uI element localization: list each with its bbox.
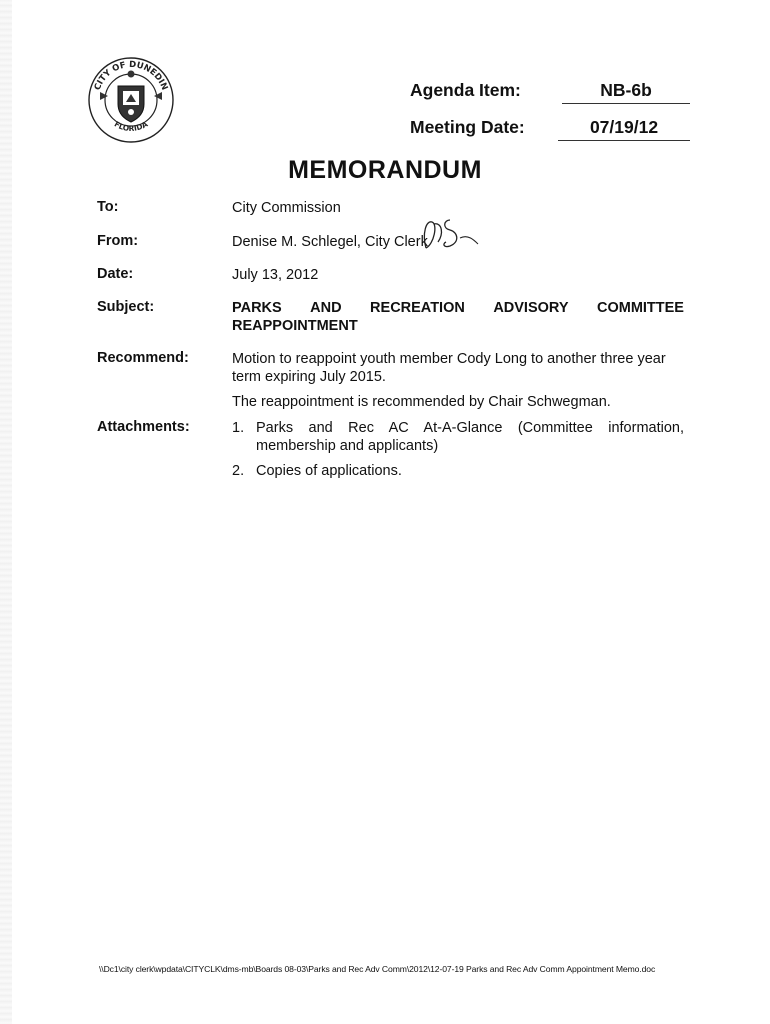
attachment-item bbox=[232, 462, 684, 480]
attachment-text: Parks and Rec AC At-A-Glance (Committee information, membership and applicants) bbox=[256, 420, 684, 454]
attachments-label: Attachments: bbox=[97, 419, 190, 435]
document-file-path: \\Dc1\city clerk\wpdata\CITYCLK\dms-mb\Boards 08-03\Parks and Rec Adv Comm\2012\12-07-19 Parks and Rec Adv Comm Appointment Memo.doc bbox=[99, 964, 656, 974]
subject-value bbox=[232, 299, 684, 335]
from-label: From: bbox=[97, 233, 139, 249]
meeting-date-value: 07/19/12 bbox=[558, 117, 690, 141]
agenda-item-label: Agenda Item: bbox=[410, 80, 521, 100]
subject-word: PARKS bbox=[232, 300, 282, 316]
attachment-number: 2. bbox=[232, 463, 245, 479]
subject-word: RECREATION bbox=[370, 300, 465, 316]
from-value: Denise M. Schlegel, City Clerk bbox=[232, 234, 428, 250]
recommend-label: Recommend: bbox=[97, 350, 189, 366]
recommend-paragraph-2: The reappointment is recommended by Chair Schwegman. bbox=[232, 394, 611, 410]
city-seal-logo bbox=[86, 52, 176, 148]
memo-title: MEMORANDUM bbox=[288, 156, 482, 184]
subject-word: AND bbox=[310, 300, 342, 316]
subject-word: ADVISORY bbox=[493, 300, 569, 316]
attachment-number: 1. bbox=[232, 420, 245, 436]
recommend-paragraph-1: Motion to reappoint youth member Cody Long to another three year term expiring July 2015. bbox=[232, 351, 666, 385]
date-value: July 13, 2012 bbox=[232, 267, 319, 283]
meeting-date-label: Meeting Date: bbox=[410, 117, 525, 137]
date-label: Date: bbox=[97, 266, 134, 282]
seal-top-text: CITY OF DUNEDIN bbox=[92, 59, 170, 92]
to-value: City Commission bbox=[232, 200, 341, 216]
to-label: To: bbox=[97, 199, 119, 215]
scan-edge bbox=[0, 0, 12, 1024]
subject-line-2: REAPPOINTMENT bbox=[232, 318, 358, 334]
signature-initials bbox=[420, 214, 482, 254]
agenda-item-value: NB-6b bbox=[562, 80, 690, 104]
attachment-text: Copies of applications. bbox=[256, 463, 402, 479]
attachment-item bbox=[232, 419, 684, 455]
attachments-list bbox=[232, 419, 684, 480]
seal-bottom-text: FLORIDA bbox=[112, 119, 150, 133]
subject-label: Subject: bbox=[97, 299, 155, 315]
subject-word: COMMITTEE bbox=[596, 300, 684, 316]
subject-line-1 bbox=[232, 299, 684, 317]
